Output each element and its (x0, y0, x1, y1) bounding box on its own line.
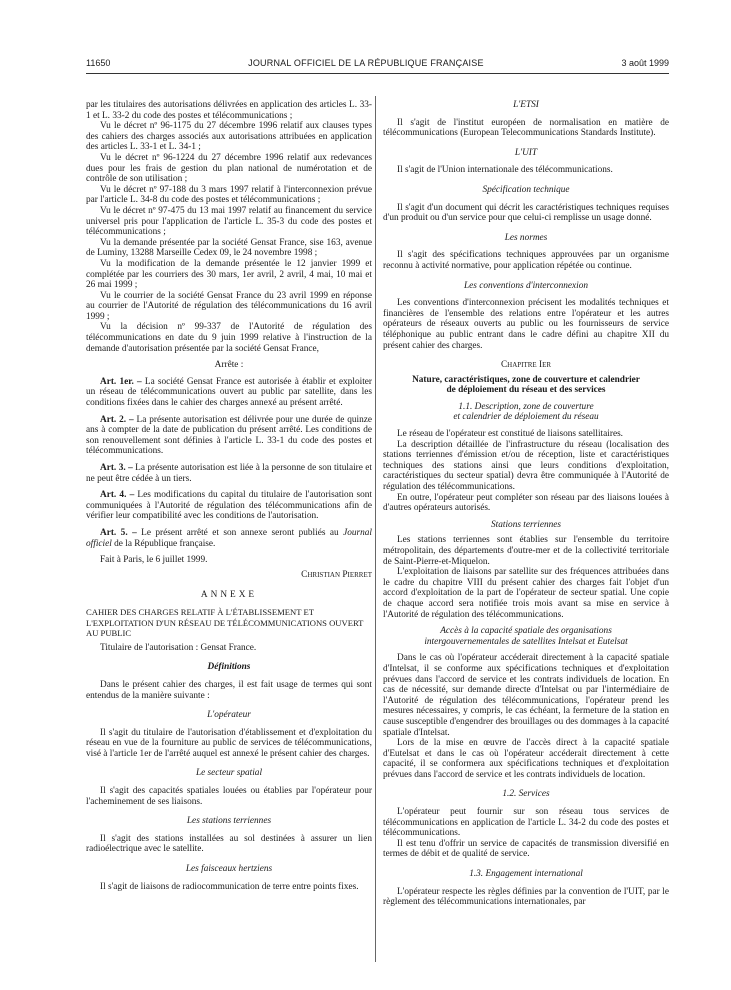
definition-text: Il s'agit des spécifications techniques approuvées par un organisme reconnu à activité normative, pour application répétée ou continue. (383, 250, 669, 271)
section-title-line: intergouvernementales de satellites Intelsat et Eutelsat (424, 636, 628, 647)
stations-heading: Stations terriennes (491, 519, 561, 530)
definition-term: Spécification technique (482, 184, 570, 195)
definitions-intro: Dans le présent cahier des charges, il est fait usage de termes qui sont entendus de la manière suivante : (86, 679, 372, 701)
chapter-title-line: de déploiement du réseau et des services (446, 385, 606, 396)
intro-paragraph: Vu la modification de la demande présentée le 12 janvier 1999 et complétée par les courriers des 30 mars, 1er avril, 2 avril, 4 mai, 10 mai et 26 mai 1999 ; (86, 258, 372, 291)
article-1 (86, 377, 372, 409)
journal-officiel-text: Journal officiel (86, 527, 372, 549)
article-label: Art. 5. – (100, 527, 137, 538)
chapter-title-line: Nature, caractéristiques, zone de couverture et calendrier (412, 374, 640, 385)
cahier-title: CAHIER DES CHARGES RELATIF À L'ÉTABLISSEMENT ET L'EXPLOITATION D'UN RÉSEAU DE TÉLÉCOMMUNICATIONS OUVERT AU PUBLIC (86, 606, 364, 639)
definition-text: Il s'agit des stations installées au sol destinées à assurer un lien radioélectrique avec le satellite. (86, 833, 372, 855)
section-paragraph: Lors de la mise en œuvre de l'accès direct à la capacité spatiale d'Eutelsat et dans le cas où l'opérateur accéderait directement à cette capacité, il se conformera aux spécifications techniques et d'exploitation prévues dans l'accord de service et les contrats individuels de location. (383, 738, 669, 780)
section-paragraph: Dans le cas où l'opérateur accéderait directement à la capacité spatiale d'Intelsat, il se conforme aux spécifications techniques et d'exploitation prévues dans l'accord de service et les contrats individuels de location. En cas de nécessité, sur demande directe d'Intelsat ou par l'intermédiaire de l'Autorité de régulation des télécommunications, l'opérateur prend les mesures nécessaires, y compris, le cas échéant, la fermeture de la station en cause susceptible d'engendrer des brouillages ou des dommages à la capacité spatiale d'Intelsat. (383, 653, 669, 738)
intro-paragraph: Vu le courrier de la société Gensat France du 23 avril 1999 en réponse au courrier de l'Autorité de régulation des télécommunications du 16 avril 1999 ; (86, 290, 372, 322)
section-paragraph: Il est tenu d'offrir un service de capacités de transmission diversifié en termes de débit et de qualité de service. (383, 838, 669, 860)
article-4 (86, 490, 372, 522)
acces-heading (383, 626, 669, 647)
section-title-line: 1.1. Description, zone de couverture (458, 401, 594, 412)
definition-text: Il s'agit des capacités spatiales louées ou établies par l'opérateur pour l'acheminement de ses liaisons. (86, 786, 372, 807)
page-number: 11650 (86, 58, 111, 68)
article-text: Le présent arrêté et son annexe seront publiés au (136, 527, 344, 538)
definition-term: L'ETSI (513, 100, 539, 110)
definition-term: Les stations terriennes (186, 816, 272, 827)
definition-term: L'UIT (514, 147, 538, 158)
right-column (383, 100, 669, 908)
intro-paragraph: par les titulaires des autorisations délivrées en application des articles L. 33-1 et L. 33-2 du code des postes et télécommunications ; (86, 100, 372, 121)
section-paragraph: Le réseau de l'opérateur est constitué de liaisons satellitaires. (397, 429, 624, 440)
section-paragraph: L'opérateur respecte les règles définies par la convention de l'UIT, par le règlement des télécommunications internationales, par (383, 886, 669, 908)
article-text: La présente autorisation est délivrée pour une durée de quinze ans à compter de la date de publication du présent arrêté. Les conditions de son renouvellement sont définies à l'article L. 33-1 du code des postes et télécommunications. (86, 414, 372, 457)
article-label: Art. 1er. – (100, 376, 142, 387)
definition-text: Il s'agit d'un document qui décrit les caractéristiques techniques requises d'un produit ou d'un service pour que celui-ci remplisse un usage donné. (383, 202, 669, 224)
intro-paragraph: Vu la demande présentée par la société Gensat France, sise 163, avenue de Luminy, 13288 Marseille Cedex 09, le 24 novembre 1998 ; (86, 237, 372, 259)
header-rule (86, 73, 669, 74)
section-1-1-heading (383, 402, 669, 423)
section-title-line: et calendrier de déploiement du réseau (453, 412, 599, 423)
column-divider (375, 96, 376, 962)
definition-term: Les normes (504, 232, 548, 243)
page-header (86, 58, 669, 69)
section-1-2-heading: 1.2. Services (502, 789, 550, 800)
fait-a-paris: Fait à Paris, le 6 juillet 1999. (100, 555, 208, 566)
definition-text: Il s'agit de l'Union internationale des télécommunications. (397, 165, 613, 176)
section-paragraph: La description détaillée de l'infrastructure du réseau (localisation des stations terriennes d'émission et/ou de réception, liste et caractéristiques techniques des stations ainsi que leurs conditions d'exploitation, caractéristiques du secteur spatial) devra être communiquée à l'Autorité de régulation des télécommunications. (383, 439, 669, 493)
article-text: La présente autorisation est liée à la personne de son titulaire et ne peut être cédée à un tiers. (86, 463, 373, 484)
article-label: Art. 4. – (100, 490, 135, 501)
intro-paragraph: Vu le décret nº 97-188 du 3 mars 1997 relatif à l'interconnexion prévue par l'article L. 34-8 du code des postes et télécommunications ; (86, 184, 372, 206)
definition-term: Le secteur spatial (195, 768, 263, 779)
article-text: de la République française. (111, 538, 216, 549)
article-2 (86, 415, 372, 457)
annexe-heading: ANNEXE (200, 590, 258, 601)
intro-paragraph: Vu le décret nº 97-475 du 13 mai 1997 relatif au financement du service universel pris pour l'application de l'article L. 35-3 du code des postes et télécommunications ; (86, 205, 372, 238)
article-label: Art. 3. – (100, 463, 133, 473)
section-paragraph: Les stations terriennes sont établies sur l'ensemble du territoire métropolitain, des départements d'outre-mer et de la collectivité territoriale de Saint-Pierre-et-Miquelon. (383, 535, 669, 567)
article-label: Art. 2. – (100, 414, 134, 425)
left-column (86, 100, 372, 892)
intro-paragraph: Vu le décret nº 96-1175 du 27 décembre 1996 relatif aux clauses types des cahiers des charges associés aux autorisations attribuées en application des articles L. 33-1 et L. 34-1 ; (86, 121, 372, 153)
intro-paragraph: Vu le décret nº 96-1224 du 27 décembre 1996 relatif aux redevances dues pour les frais de gestion du plan national de numérotation et de contrôle de son utilisation ; (86, 152, 372, 185)
titulaire: Titulaire de l'autorisation : Gensat France. (100, 642, 257, 653)
intro-paragraph: Vu la décision nº 99-337 de l'Autorité de régulation des télécommunications en date du 9 juin 1999 relative à l'instruction de la demande d'autorisation présentée par la société Gensat France, (86, 322, 372, 354)
chapter-title (383, 375, 669, 396)
publication-date: 3 août 1999 (621, 58, 669, 68)
journal-title: JOURNAL OFFICIEL DE LA RÉPUBLIQUE FRANÇAISE (248, 58, 484, 68)
definition-term: Les faisceaux hertziens (185, 864, 273, 875)
definition-text: Il s'agit de liaisons de radiocommunication de terre entre points fixes. (100, 881, 359, 892)
signature: Christian Pierret (301, 569, 372, 580)
article-3 (86, 463, 372, 484)
definitions-heading: Définitions (207, 662, 251, 673)
section-paragraph: L'opérateur peut fournir sur son réseau tous services de télécommunications en application de l'article L. 34-2 du code des postes et télécommunications. (383, 807, 669, 839)
article-5 (86, 528, 372, 549)
arrete-heading: Arrête : (214, 360, 244, 371)
definition-text: Il s'agit de l'institut européen de normalisation en matière de télécommunications (European Telecommunications Standards Institute). (383, 117, 669, 139)
section-paragraph: En outre, l'opérateur peut compléter son réseau par des liaisons louées à d'autres opérateurs autorisés. (383, 492, 669, 514)
article-text: La société Gensat France est autorisée à établir et exploiter un réseau de télécommunications ouvert au public par satellite, dans les conditions fixées dans le cahier des charges annexé au présent arrêté. (86, 376, 372, 409)
definition-term: Les conventions d'interconnexion (463, 280, 589, 291)
section-1-3-heading: 1.3. Engagement international (469, 869, 583, 880)
definition-text: Les conventions d'interconnexion précisent les modalités techniques et financières de l'ensemble des relations entre l'opérateur et les autres opérateurs de réseaux ouverts au public ou les fournisseurs de service téléphonique au public entrant dans le cadre défini au chapitre XII du présent cahier des charges. (383, 298, 669, 351)
chapter-heading: Chapitre Ier (500, 360, 552, 371)
section-title-line: Accès à la capacité spatiale des organisations (440, 626, 612, 637)
definition-term: L'opérateur (207, 710, 251, 721)
article-text: Les modifications du capital du titulaire de l'autorisation sont communiquées à l'Autorité de régulation des télécommunications afin de vérifier leur compatibilité avec les conditions de l'autorisation. (86, 490, 373, 522)
definition-text: Il s'agit du titulaire de l'autorisation d'établissement et d'exploitation du réseau en vue de la fourniture au public de services de télécommunications, visé à l'article 1er de l'arrêté auquel est annexé le présent cahier des charges. (86, 727, 372, 759)
section-paragraph: L'exploitation de liaisons par satellite sur des fréquences attribuées dans le cadre du chapitre VIII du présent cahier des charges fait l'objet d'un accord d'exploitation de la part de l'opérateur de secteur spatial. Une copie de chaque accord sera notifiée trois mois avant sa mise en service à l'Autorité de régulation des télécommunications. (383, 567, 669, 620)
